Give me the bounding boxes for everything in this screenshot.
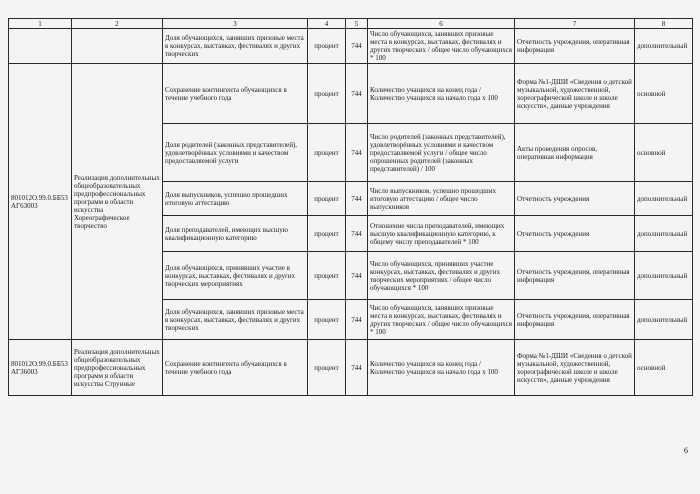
- indicator-cell: Доля родителей (законных представителей), удовлетворённых условиями и качеством предоставляемой услуги: [163, 124, 308, 182]
- indicator-type-cell: основной: [635, 340, 693, 396]
- okei-code-cell: 744: [346, 216, 368, 252]
- calculation-method-cell: Число родителей (законных представителей), удовлетворённых условиями и качеством предоставляемой услуги / общее число опрошенных родителей (законных представителей) / 100: [368, 124, 515, 182]
- data-source-cell: Отчетность учреждения, оперативная информация: [515, 29, 635, 64]
- indicator-type-cell: дополнительный: [635, 182, 693, 216]
- column-number-7: 7: [515, 19, 635, 29]
- unit-cell: процент: [308, 252, 346, 300]
- unit-cell: процент: [308, 340, 346, 396]
- indicator-type-cell: дополнительный: [635, 252, 693, 300]
- indicator-cell: Доля преподавателей, имеющих высшую квалификационную категорию: [163, 216, 308, 252]
- data-source-cell: Отчетность учреждения: [515, 216, 635, 252]
- program-name-cell: Реализация дополнительных общеобразовательных предпрофессиональных программ в области искусства Струнные: [72, 340, 163, 396]
- indicator-cell: Доля обучающихся, принявших участие в конкурсах, выставках, фестивалях и других творческих мероприятиях: [163, 252, 308, 300]
- data-source-cell: Отчетность учреждения: [515, 182, 635, 216]
- indicator-type-cell: основной: [635, 124, 693, 182]
- indicator-cell: Доля обучающихся, занявших призовые места в конкурсах, выставках, фестивалях и других творческих: [163, 29, 308, 64]
- unit-cell: процент: [308, 124, 346, 182]
- column-number-1: 1: [9, 19, 72, 29]
- okei-code-cell: 744: [346, 340, 368, 396]
- calculation-method-cell: Количество учащихся на конец года / Количество учащихся на начало года х 100: [368, 64, 515, 124]
- page-number: 6: [684, 446, 688, 455]
- okei-code-cell: 744: [346, 182, 368, 216]
- unit-cell: процент: [308, 216, 346, 252]
- okei-code-cell: 744: [346, 124, 368, 182]
- unit-cell: процент: [308, 29, 346, 64]
- program-code-cell: 801012О.99.0.ББ53АГ36003: [9, 340, 72, 396]
- column-number-2: 2: [72, 19, 163, 29]
- data-source-cell: Форма №1-ДШИ «Сведения о детской музыкальной, художественной, хореографической школе и школе искусств», данные учреждения: [515, 64, 635, 124]
- indicator-type-cell: дополнительный: [635, 216, 693, 252]
- column-number-5: 5: [346, 19, 368, 29]
- okei-code-cell: 744: [346, 252, 368, 300]
- program-code-cell: [9, 29, 72, 64]
- indicator-type-cell: дополнительный: [635, 300, 693, 340]
- indicator-cell: Доля обучающихся, занявших призовые места в конкурсах, выставках, фестивалях и других творческих: [163, 300, 308, 340]
- indicator-cell: Доля выпускников, успешно прошедших итоговую аттестацию: [163, 182, 308, 216]
- calculation-method-cell: Количество учащихся на конец года / Количество учащихся на начало года х 100: [368, 340, 515, 396]
- program-name-cell: [72, 29, 163, 64]
- indicator-cell: Сохранение контингента обучающихся в течение учебного года: [163, 64, 308, 124]
- calculation-method-cell: Отношение числа преподавателей, имеющих высшую квалификационную категорию, к общему числу преподавателей * 100: [368, 216, 515, 252]
- calculation-method-cell: Число обучающихся, принявших участие конкурсах, выставках, фестивалях и других творческих мероприятиях / общее число обучающихся * 100: [368, 252, 515, 300]
- data-source-cell: Акты проведения опросов, оперативная информация: [515, 124, 635, 182]
- table-row: [9, 64, 693, 124]
- header-row: [9, 19, 693, 29]
- indicator-type-cell: основной: [635, 64, 693, 124]
- column-number-6: 6: [368, 19, 515, 29]
- indicator-cell: Сохранение контингента обучающихся в течение учебного года: [163, 340, 308, 396]
- okei-code-cell: 744: [346, 64, 368, 124]
- table-row: [9, 29, 693, 64]
- calculation-method-cell: Число обучающихся, занявших призовые места в конкурсах, выставках, фестивалях и других творческих / общее число обучающихся * 100: [368, 29, 515, 64]
- column-number-8: 8: [635, 19, 693, 29]
- okei-code-cell: 744: [346, 300, 368, 340]
- unit-cell: процент: [308, 64, 346, 124]
- calculation-method-cell: Число обучающихся, занявших призовые места в конкурсах, выставках, фестивалях и других творческих / общее число обучающихся * 100: [368, 300, 515, 340]
- column-number-3: 3: [163, 19, 308, 29]
- data-source-cell: Отчетность учреждения, оперативная информация: [515, 252, 635, 300]
- okei-code-cell: 744: [346, 29, 368, 64]
- indicator-table: [8, 18, 693, 396]
- data-source-cell: Форма №1-ДШИ «Сведения о детской музыкальной, художественной, хореографической школе и школе искусств», данные учреждения: [515, 340, 635, 396]
- program-code-cell: 801012О.99.0.ББ53АГ63003: [9, 64, 72, 340]
- column-number-4: 4: [308, 19, 346, 29]
- unit-cell: процент: [308, 182, 346, 216]
- indicator-type-cell: дополнительный: [635, 29, 693, 64]
- program-name-cell: Реализация дополнительных общеобразовательных предпрофессиональных программ в области искусства Хореографическое творчество: [72, 64, 163, 340]
- calculation-method-cell: Число выпускников, успешно прошедших итоговую аттестацию / общее число выпускников: [368, 182, 515, 216]
- data-source-cell: Отчетность учреждения, оперативная информация: [515, 300, 635, 340]
- unit-cell: процент: [308, 300, 346, 340]
- table-row: [9, 340, 693, 396]
